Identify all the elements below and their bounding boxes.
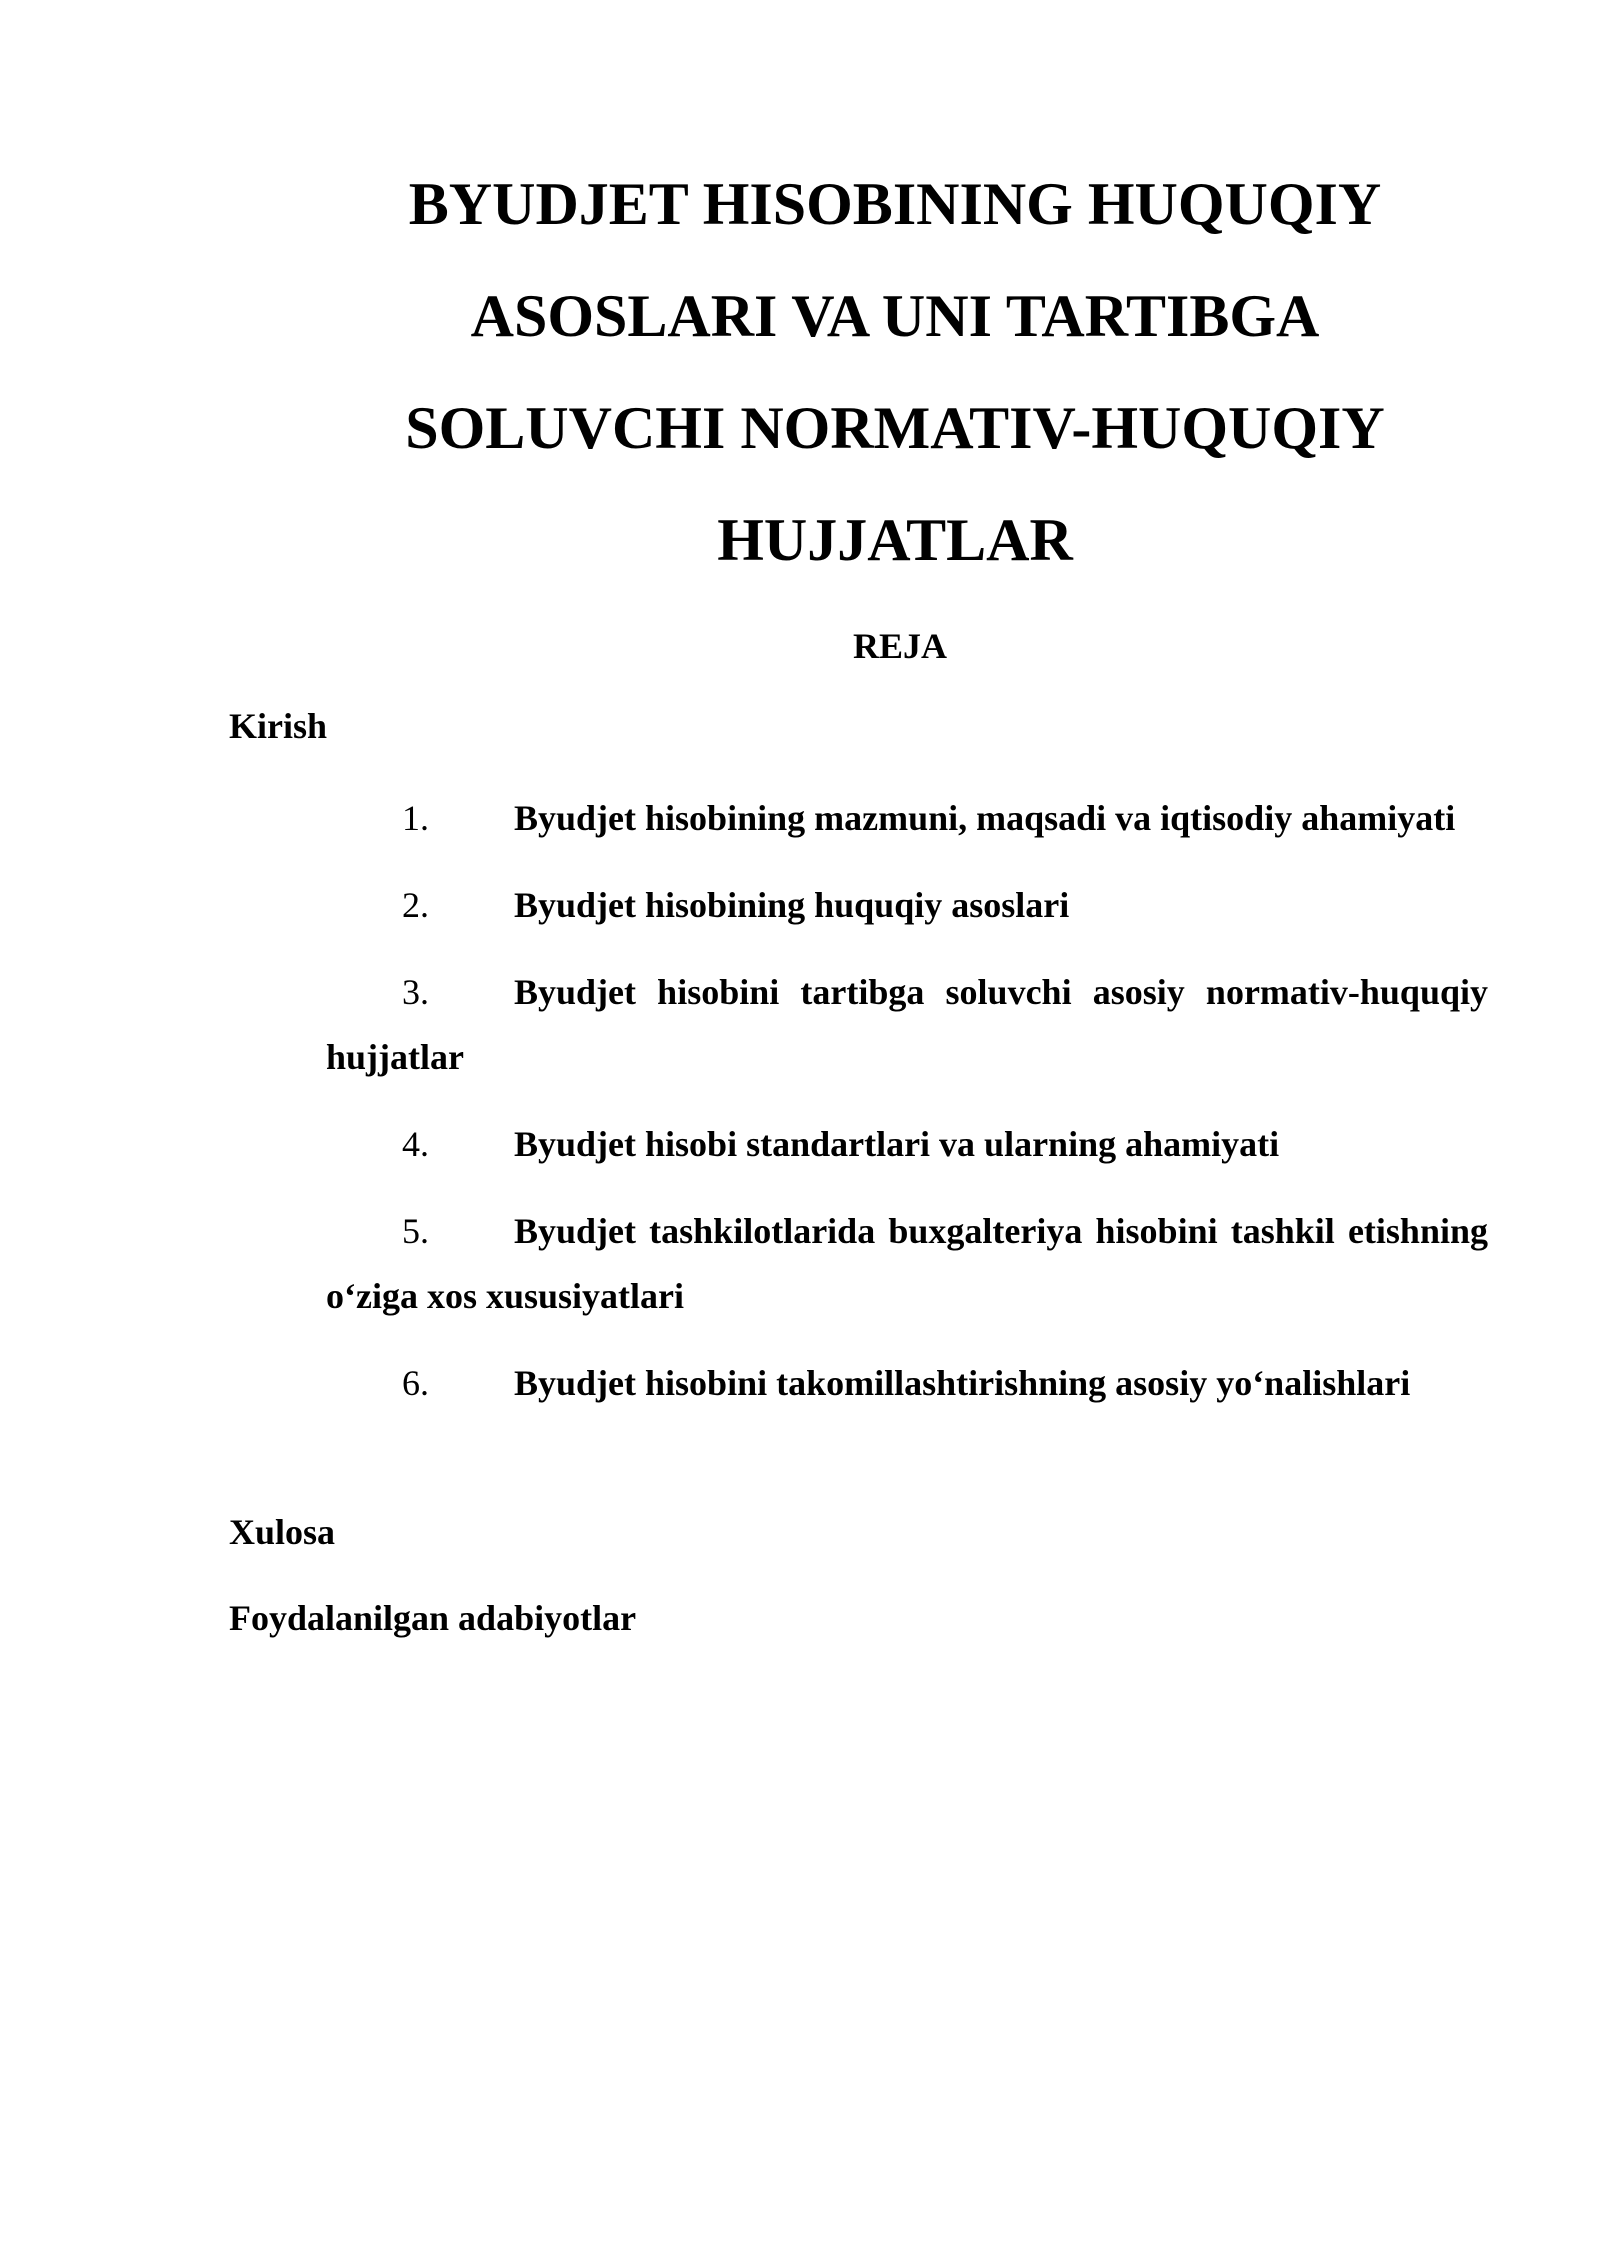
plan-item-5: [326, 1199, 1488, 1329]
title-line: SOLUVCHI NORMATIV-HUQUQIY: [405, 395, 1385, 461]
plan-item-number: 3.: [402, 972, 429, 1012]
plan-item-4: [326, 1112, 1488, 1177]
plan-item-number: 2.: [402, 885, 429, 925]
plan-item-text: Byudjet hisobining mazmuni, maqsadi va iqtisodiy ahamiyati: [514, 798, 1456, 838]
plan-item-text: Byudjet tashkilotlarida buxgalteriya hisobini tashkil etishning o‘ziga xos xususiyatlari: [326, 1211, 1488, 1316]
conclusion-heading: Xulosa: [229, 1512, 336, 1552]
plan-item-1: [326, 786, 1488, 851]
plan-item-number: 1.: [402, 798, 429, 838]
title-line: HUJJATLAR: [717, 507, 1073, 573]
plan-list: [326, 786, 1488, 1438]
plan-heading: REJA: [852, 626, 947, 666]
document-title: [300, 148, 1490, 596]
title-line: BYUDJET HISOBINING HUQUQIY: [408, 171, 1382, 237]
plan-item-text: Byudjet hisobini takomillashtirishning asosiy yo‘nalishlari: [514, 1363, 1411, 1403]
plan-item-number: 4.: [402, 1124, 429, 1164]
plan-item-text: Byudjet hisobi standartlari va ularning ahamiyati: [514, 1124, 1280, 1164]
title-line: ASOSLARI VA UNI TARTIBGA: [470, 283, 1320, 349]
plan-item-6: [326, 1351, 1488, 1416]
plan-item-number: 5.: [402, 1211, 429, 1251]
references-heading: Foydalanilgan adabiyotlar: [229, 1598, 637, 1638]
plan-item-text: Byudjet hisobini tartibga soluvchi asosiy normativ-huquqiy hujjatlar: [326, 972, 1488, 1077]
plan-item-2: [326, 873, 1488, 938]
plan-item-3: [326, 960, 1488, 1090]
plan-item-text: Byudjet hisobining huquqiy asoslari: [514, 885, 1070, 925]
plan-item-number: 6.: [402, 1363, 429, 1403]
intro-heading: Kirish: [229, 706, 328, 746]
